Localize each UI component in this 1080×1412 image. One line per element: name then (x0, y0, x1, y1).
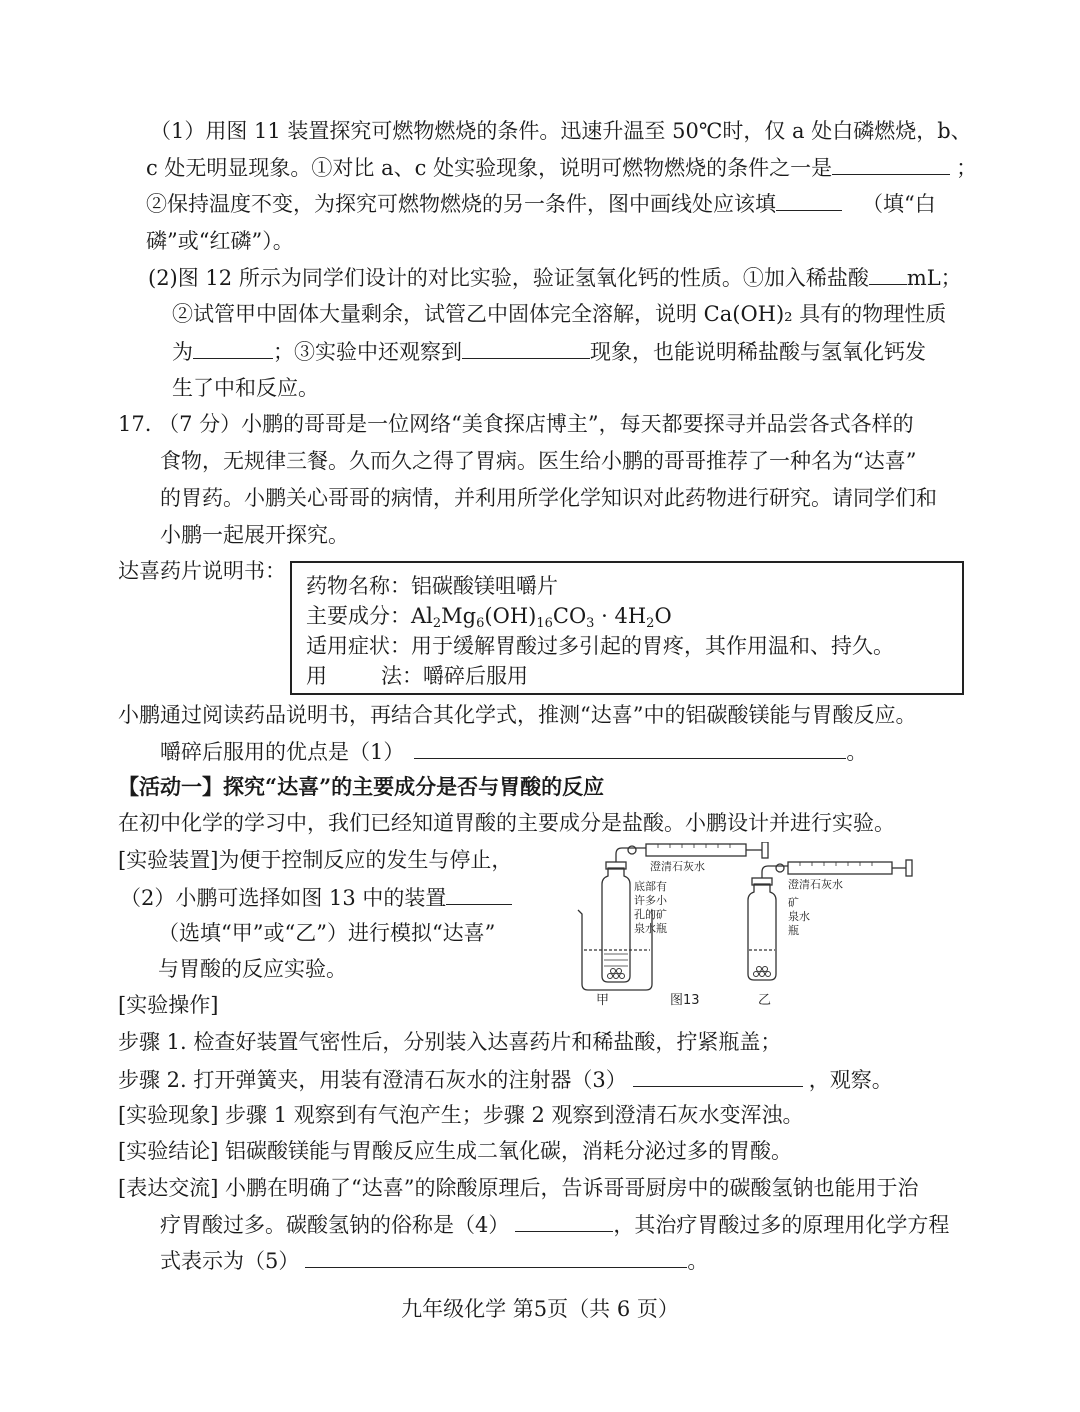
leaflet-ingredient (306, 601, 672, 631)
answer-blank-1[interactable] (414, 736, 846, 759)
answer-blank-q16-5[interactable] (462, 336, 590, 359)
syringe-jia (646, 844, 746, 856)
answer-blank-q16-4[interactable] (193, 336, 273, 359)
answer-blank-q16-1[interactable] (832, 152, 950, 175)
syringe-label-yi: 澄清石灰水 (788, 878, 843, 891)
formula-sub: 16 (536, 616, 553, 631)
syringe-yi (788, 862, 892, 874)
figure-13-caption: 图13 (670, 993, 700, 1008)
bottle-label-yi-1: 矿 (788, 896, 799, 909)
q16-p2-line2: ②试管甲中固体大量剩余，试管乙中固体完全溶解，说明 Ca(OH)₂ 具有的物理性质 (172, 302, 947, 326)
bottle-label-jia-4: 泉水瓶 (634, 922, 667, 935)
answer-blank-4[interactable] (515, 1209, 613, 1232)
bottle-label-yi-2: 泉水 (788, 910, 810, 923)
tablet-particles-yi (754, 967, 771, 977)
q16-p2-line1 (148, 262, 962, 293)
bottle-jia (602, 868, 630, 982)
exchange-line3 (160, 1245, 708, 1276)
q16-p2-line1-end: mL； (906, 266, 962, 290)
q16-p2-line1-text: (2)图 12 所示为同学们设计的对比实验，验证氢氧化钙的性质。①加入稀盐酸 (148, 266, 869, 290)
answer-blank-5[interactable] (305, 1245, 687, 1268)
label-yi: 乙 (758, 993, 772, 1008)
exchange-line3-end: 。 (687, 1249, 709, 1273)
syringe-handle-yi (906, 860, 912, 876)
answer-blank-3[interactable] (633, 1064, 803, 1087)
answer-blank-q16-3[interactable] (869, 262, 907, 285)
step2-text: 步骤 2. 打开弹簧夹，用装有澄清石灰水的注射器（3） (118, 1068, 627, 1092)
device-line1: [实验装置]为便于控制反应的发生与停止， (118, 848, 513, 872)
exchange-line1: [表达交流] 小鹏在明确了“达喜”的除酸原理后，告诉哥哥厨房中的碳酸氢钠也能用于治 (118, 1176, 919, 1200)
answer-blank-2[interactable] (446, 882, 512, 905)
leaflet-usage-a: 用 (306, 664, 327, 688)
clamp-yi (776, 864, 784, 872)
q16-p1-line3 (146, 188, 936, 219)
formula-al: Al (411, 604, 433, 628)
bottle-label-yi-3: 瓶 (788, 924, 799, 937)
drug-leaflet-box (290, 561, 964, 695)
operation-title: [实验操作] (118, 993, 219, 1017)
q17-line4: 小鹏一起展开探究。 (160, 523, 349, 547)
formula-sub: 3 (586, 616, 595, 631)
figure-13-apparatus (566, 842, 926, 1012)
activity1-heading: 【活动一】探究“达喜”的主要成分是否与胃酸的反应 (118, 774, 605, 799)
tablet-particles-jia (608, 969, 625, 979)
after-line2 (160, 736, 867, 767)
formula-water: · 4H (594, 604, 647, 628)
q16-p1-line2-end: ； (956, 156, 978, 180)
leaflet-indication: 适用症状：用于缓解胃酸过多引起的胃疼，其作用温和、持久。 (306, 634, 894, 658)
after-line1: 小鹏通过阅读药品说明书，再结合其化学式，推测“达喜”中的铝碳酸镁能与胃酸反应。 (118, 703, 917, 727)
activity1-intro: 在初中化学的学习中，我们已经知道胃酸的主要成分是盐酸。小鹏设计并进行实验。 (118, 811, 895, 835)
formula-oh: (OH) (484, 604, 537, 628)
step2-end: ，观察。 (808, 1068, 893, 1092)
q16-p1-line4: 磷”或“红磷”）。 (146, 229, 294, 253)
phenomenon: [实验现象] 步骤 1 观察到有气泡产生；步骤 2 观察到澄清石灰水变浑浊。 (118, 1103, 804, 1127)
exchange-line2-text: 疗胃酸过多。碳酸氢钠的俗称是（4） (160, 1213, 510, 1237)
leaflet-label: 达喜药片说明书： (118, 559, 286, 583)
formula-sub: 2 (432, 616, 442, 631)
conclusion: [实验结论] 铝碳酸镁能与胃酸反应生成二氧化碳，消耗分泌过多的胃酸。 (118, 1139, 793, 1163)
q16-p2-line3-text-c: 现象，也能说明稀盐酸与氢氧化钙发 (590, 340, 926, 364)
q16-p1-line2-text: c 处无明显现象。①对比 a、c 处实验现象，说明可燃物燃烧的条件之一是 (146, 156, 833, 180)
after-line2-text: 嚼碎后服用的优点是（1） (160, 740, 405, 764)
q17-line3: 的胃药。小鹏关心哥哥的病情，并利用所学化学知识对此药物进行研究。请同学们和 (160, 486, 937, 510)
device-line2 (120, 882, 512, 913)
exchange-line2-end: ，其治疗胃酸过多的原理用化学方程 (613, 1213, 950, 1237)
formula-mg: Mg (441, 604, 477, 628)
q16-p2-line3 (172, 336, 926, 367)
after-line2-end: 。 (846, 740, 868, 764)
bottle-label-jia-3: 孔的矿 (634, 908, 667, 921)
formula-sub: 2 (646, 616, 655, 631)
clamp-jia (628, 846, 636, 854)
leaflet-usage-b: 法：嚼碎后服用 (381, 664, 528, 688)
q16-p2-line3-text-b: ；③实验中还观察到 (273, 340, 462, 364)
q16-p1-line1: （1）用图 11 装置探究可燃物燃烧的条件。迅速升温至 50℃时，仅 a 处白磷燃烧，b、 (150, 119, 972, 143)
leaflet-usage (306, 661, 528, 691)
formula-o: O (654, 604, 672, 628)
q17-line2: 食物，无规律三餐。久而久之得了胃病。医生给小鹏的哥哥推荐了一种名为“达喜” (160, 449, 917, 473)
q16-p1-line3-end: （填“白 (862, 192, 936, 216)
device-line3: （选填“甲”或“乙”）进行模拟“达喜” (158, 921, 496, 945)
q16-p2-line4: 生了中和反应。 (172, 376, 319, 400)
device-line2-text: （2）小鹏可选择如图 13 中的装置 (120, 886, 447, 910)
q16-p1-line2 (146, 152, 977, 183)
tube-jia (616, 848, 646, 862)
exchange-line2 (160, 1209, 949, 1240)
device-line4: 与胃酸的反应实验。 (158, 957, 347, 981)
formula-sub: 6 (476, 616, 485, 631)
bottle-label-jia-1: 底部有 (634, 880, 667, 893)
step2 (118, 1064, 893, 1095)
q17-line1: 17. （7 分）小鹏的哥哥是一位网络“美食探店博主”，每天都要探寻并品尝各式各样的 (118, 412, 914, 436)
label-jia: 甲 (596, 993, 610, 1008)
q16-p1-line3-text: ②保持温度不变，为探究可燃物燃烧的另一条件，图中画线处应该填 (146, 192, 776, 216)
formula-co: CO (552, 604, 587, 628)
q16-p2-line3-text-a: 为 (172, 340, 193, 364)
exchange-line3-text: 式表示为（5） (160, 1249, 300, 1273)
bottle-yi (748, 884, 776, 980)
page-footer: 九年级化学 第5页（共 6 页） (401, 1297, 679, 1321)
bottle-label-jia-2: 许多小 (634, 894, 667, 907)
leaflet-ingredient-label: 主要成分： (306, 604, 411, 628)
syringe-handle-jia (762, 842, 768, 858)
bottle-holes-jia (604, 954, 628, 966)
step1: 步骤 1. 检查好装置气密性后，分别装入达喜药片和稀盐酸，拧紧瓶盖； (118, 1030, 782, 1054)
leaflet-drug-name: 药物名称：铝碳酸镁咀嚼片 (306, 574, 558, 598)
syringe-label-jia: 澄清石灰水 (650, 860, 705, 873)
answer-blank-q16-2[interactable] (776, 188, 842, 211)
